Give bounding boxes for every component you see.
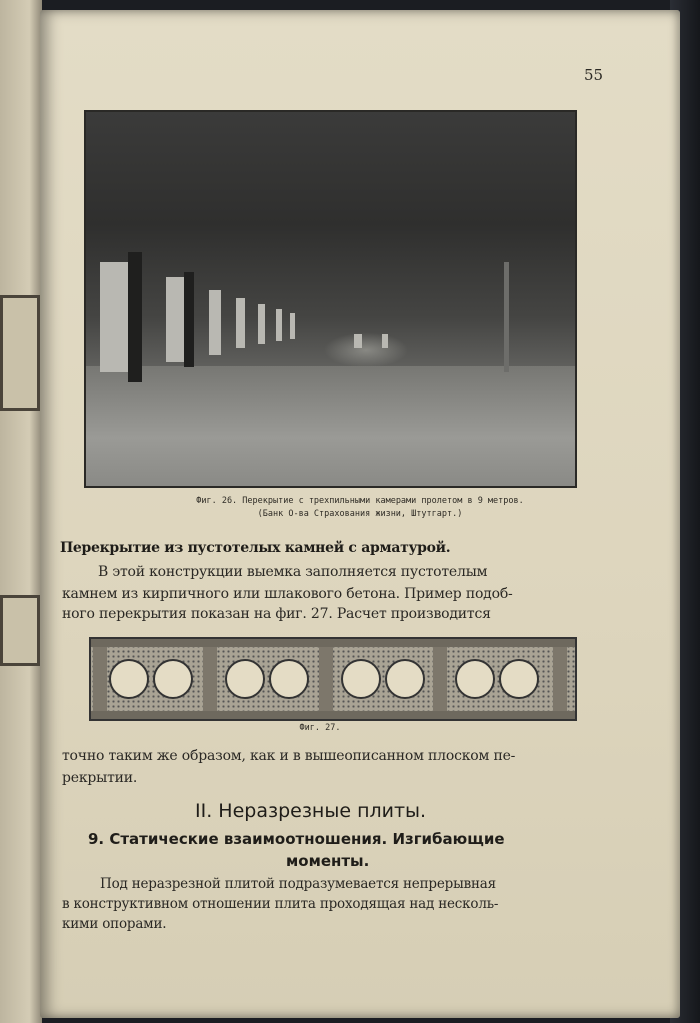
paragraph1-line: ного перекрытия показан на фиг. 27. Расчет производится: [62, 606, 491, 622]
slab-rib: [553, 647, 567, 711]
photo-window: [258, 304, 265, 344]
figure-27-caption: Фиг. 27.: [299, 723, 341, 733]
slab-top-plate: [91, 639, 575, 647]
figure-26-caption-line2: (Банк О-ва Страхования жизни, Штутгарт.): [257, 509, 463, 519]
photo-window: [354, 334, 362, 348]
previous-page-figure: [0, 595, 40, 666]
subsection-title-line1: 9. Статические взаимоотношения. Изгибающие: [88, 830, 505, 848]
photo-window: [276, 309, 282, 341]
slab-void: [385, 659, 425, 699]
paragraph2-line: рекрытии.: [62, 770, 138, 786]
photo-pillar: [184, 272, 194, 367]
slab-void: [455, 659, 495, 699]
book-page: [40, 10, 680, 1018]
chapter-title: II. Неразрезные плиты.: [195, 800, 427, 822]
photo-floor: [86, 366, 575, 486]
page-number: 55: [584, 66, 604, 84]
photo-window: [290, 313, 295, 339]
slab-void: [499, 659, 539, 699]
photo-pillar: [128, 252, 142, 382]
paragraph3-line: кими опорами.: [62, 916, 167, 932]
paragraph3-line: Под неразрезной плитой подразумевается непрерывная: [100, 876, 496, 892]
slab-void: [341, 659, 381, 699]
photo-pillar: [504, 262, 509, 372]
subsection-title-line2: моменты.: [286, 852, 370, 870]
paragraph3-line: в конструктивном отношении плита проходящая над несколь-: [62, 896, 499, 912]
slab-void: [153, 659, 193, 699]
photo-window: [166, 277, 184, 362]
figure-26-photo: [84, 110, 577, 488]
photo-window: [382, 334, 388, 348]
slab-rib: [93, 647, 107, 711]
photo-window: [236, 298, 245, 348]
slab-rib: [433, 647, 447, 711]
paragraph1-line: В этой конструкции выемка заполняется пустотелым: [98, 564, 488, 580]
figure-27-drawing: [89, 637, 577, 721]
slab-rib: [203, 647, 217, 711]
slab-void: [269, 659, 309, 699]
slab-void: [225, 659, 265, 699]
section-heading: Перекрытие из пустотелых камней с арматурой.: [60, 540, 451, 556]
paragraph1-line: камнем из кирпичного или шлакового бетона. Пример подоб-: [62, 586, 513, 602]
photo-window: [209, 290, 221, 355]
paragraph2-line: точно таким же образом, как и в вышеописанном плоском пе-: [62, 748, 516, 764]
slab-void: [109, 659, 149, 699]
previous-page-edge: [0, 0, 42, 1023]
photo-window: [100, 262, 128, 372]
previous-page-figure: [0, 295, 40, 411]
slab-rib: [319, 647, 333, 711]
slab-bottom-plate: [91, 711, 575, 719]
figure-26-caption-line1: Фиг. 26. Перекрытие с трехпильными камерами пролетом в 9 метров.: [196, 496, 524, 506]
